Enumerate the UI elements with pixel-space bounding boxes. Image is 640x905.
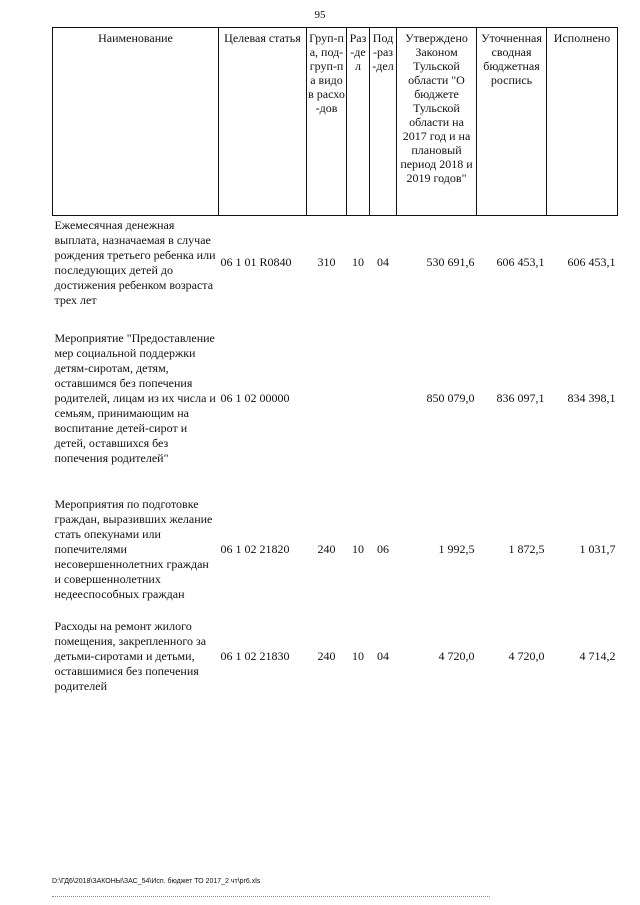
header-executed: Исполнено: [547, 28, 618, 216]
row-target: 06 1 02 00000: [220, 391, 290, 405]
table-row: [53, 488, 618, 612]
row-revised: 606 453,1: [496, 255, 545, 270]
row-name: Ежемесячная денежная выплата, назначаемая в случае рождения третьего ребенка или последующих детей до достижения ребенком возраста трех лет: [54, 217, 216, 307]
budget-table: [52, 27, 618, 702]
row-subsection: 04: [377, 255, 389, 270]
table-row: [53, 310, 618, 488]
row-revised: 1 872,5: [508, 542, 545, 556]
footer-file-path: D:\ГД6\2018\ЗАКОНЫ\ЗАС_54\Исп. бюджет ТО 2017_2 чт\pr6.xls: [52, 878, 261, 885]
row-executed: 1 031,7: [579, 542, 616, 556]
row-section: 10: [352, 649, 364, 663]
row-subsection: [370, 310, 397, 488]
row-name: Расходы на ремонт жилого помещения, закрепленного за детьми-сиротами и детьми, оставшимися без попечения родителей: [54, 619, 207, 693]
header-approved: Утверждено Законом Тульской области "О бюджете Тульской области на 2017 год и на плановый период 2018 и 2019 годов": [397, 28, 477, 216]
row-subsection: 04: [377, 649, 389, 663]
row-revised: 836 097,1: [496, 391, 545, 405]
row-group: 240: [317, 649, 336, 663]
header-revised: Уточненная сводная бюджетная роспись: [477, 28, 547, 216]
row-group: 240: [317, 542, 336, 556]
header-group: Груп-па, под-груп-па видов расхо-дов: [307, 28, 347, 216]
row-subsection: 06: [377, 542, 389, 556]
footer-divider: [52, 896, 490, 897]
row-approved: 850 079,0: [426, 391, 475, 405]
row-section: 10: [352, 542, 364, 556]
header-name: Наименование: [53, 28, 219, 216]
row-group: 310: [317, 255, 336, 270]
row-target: 06 1 02 21830: [220, 649, 290, 663]
row-target: 06 1 02 21820: [220, 542, 290, 556]
row-approved: 530 691,6: [426, 255, 475, 270]
table-row: [53, 216, 618, 310]
page-number: 95: [314, 9, 326, 21]
row-section: 10: [352, 255, 364, 270]
row-section: [347, 310, 370, 488]
row-revised: 4 720,0: [508, 649, 545, 663]
row-target: 06 1 01 R0840: [220, 255, 292, 270]
row-executed: 834 398,1: [567, 391, 616, 405]
table-row: [53, 612, 618, 702]
row-group: [307, 310, 347, 488]
row-approved: 4 720,0: [438, 649, 475, 663]
row-name: Мероприятие "Предоставление мер социальной поддержки детям-сиротам, детям, оставшимся без попечения родителей, лицам из их числа и семьям, принимающим на воспитание детей-сирот и детей, оставшихся без попечения родителей": [54, 331, 216, 465]
row-executed: 4 714,2: [579, 649, 616, 663]
header-section: Раз-дел: [347, 28, 370, 216]
row-approved: 1 992,5: [438, 542, 475, 556]
table-header-row: [53, 28, 618, 216]
header-target: Целевая статья: [219, 28, 307, 216]
row-executed: 606 453,1: [567, 255, 616, 270]
header-subsection: Под-раз-дел: [370, 28, 397, 216]
row-name: Мероприятия по подготовке граждан, выразивших желание стать опекунами или попечителями несовершеннолетних граждан и совершеннолетних недееспособных граждан: [54, 497, 213, 601]
